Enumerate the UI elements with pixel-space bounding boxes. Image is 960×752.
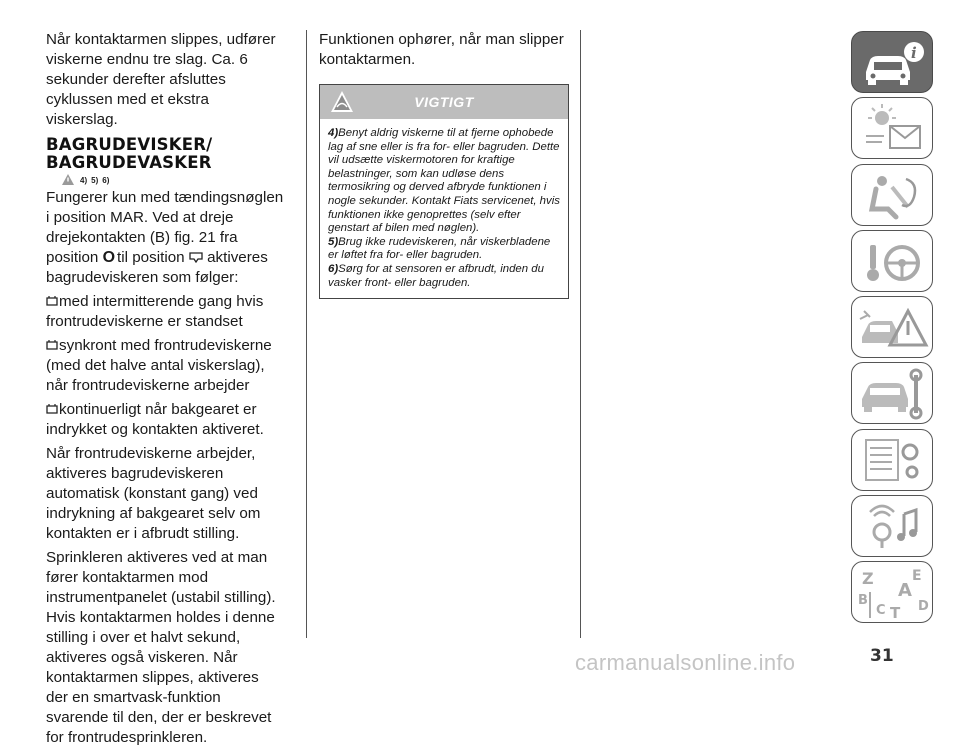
ref-4[interactable]: 4) [80,176,88,185]
column-divider [580,30,581,638]
function-stop-paragraph: Funktionen ophører, når man slipper kontaktarmen. [319,31,564,68]
tab-index[interactable] [851,561,933,623]
note-text: Sørg for at sensoren er afbrudt, inden du vasker front- eller bagruden. [328,262,544,289]
key-steering-wheel-icon [852,231,934,293]
index-letter-z: Z [862,569,874,589]
index-letter-d: D [918,599,929,615]
warning-triangle-icon [62,174,74,185]
section-heading [46,136,284,172]
rear-wiper-symbol-icon [189,251,203,263]
index-letter-b: B [858,593,868,609]
watermark: carmanualsonline.info [575,650,796,675]
tab-in-emergency[interactable] [851,296,933,358]
rear-window-bullet-icon [46,295,58,307]
warning-box [319,84,569,299]
operation-text-b: til position [117,249,185,266]
index-letter-t: T [890,604,901,623]
middle-column [319,30,569,299]
note-text: Benyt aldrig viskerne til at fjerne ophobede lag af sne eller is fra for- eller bagruden. Dette vil udsætte viskermotoren for kraftige belastninger, som kan udløse dens termosikring og derved afbryde funktionen i nogle sekunder. Kontakt Fiats servicenet, hvis funktionen ikke genoprettes (selv efter genstart af bilen med nøglen). [328,127,560,235]
operation-text-c: aktiveres bagrudeviskeren som følger: [46,249,268,286]
index-letter-c: C [876,603,886,619]
tab-multimedia[interactable] [851,495,933,557]
intro-paragraph: Når kontaktarmen slippes, udfører viskerne endnu tre slag. Ca. 6 sekunder derefter afsluttes cyklussen med et ekstra viskerslag. [46,31,276,128]
tab-technical-data[interactable] [851,429,933,491]
tab-safety[interactable] [851,164,933,226]
tab-maintenance[interactable] [851,362,933,424]
heading-line-2: BAGRUDEVASKER [46,153,212,172]
warning-note-4 [328,127,560,236]
chapter-tabs [851,31,935,628]
warning-header [320,85,568,119]
note-number: 6) [328,262,339,275]
list-item [46,336,284,396]
svg-text:i: i [911,44,917,62]
reverse-gear-paragraph: Når frontrudeviskerne arbejder, aktiveres bagrudeviskeren automatisk (konstant gang) ved indrykning af bakgearet selv om kontakten er i afbrudt stilling. [46,445,261,542]
ref-6: 6) [102,176,110,185]
list-item-text: kontinuerligt når bakgearet er indrykket og kontakten aktiveret. [46,401,264,438]
index-letter-e: E [912,568,922,585]
operation-paragraph [46,188,284,288]
left-column [46,30,284,752]
sprinkler-paragraph: Sprinkleren aktiveres ved at man fører kontaktarmen mod instrumentpanelet (ustabil stilling). Hvis kontaktarmen holdes i denne stilling i over et halvt sekund, aktiveres også viskeren. Når kontaktarmen slippes, aktiveres der en smartvask-funktion svarende til den, der er beskrevet for frontrudesprinkleren. [46,549,276,746]
list-item-text: synkront med frontrudeviskerne (med det halve antal viskerslag), når frontrudeviskerne arbejder [46,337,272,394]
list-item [46,400,284,440]
page-number: 31 [870,646,894,666]
tab-starting-driving[interactable] [851,230,933,292]
media-location-icon [852,496,934,558]
tab-dashboard-lights[interactable] [851,97,933,159]
operation-text-a: Fungerer kun med tændingsnøglen i position MAR. Ved at dreje drejekontakten (B) fig. 21 fra position [46,189,284,266]
car-accident-warning-icon [852,297,934,359]
rear-window-bullet-icon [46,339,58,351]
warning-note-6 [328,263,560,290]
airbag-seat-icon [852,165,934,227]
ref-5[interactable]: 5) [91,176,99,185]
note-number: 5) [328,235,339,248]
warning-note-5 [328,236,560,263]
warning-body [320,119,568,298]
warning-references [62,174,284,185]
car-info-icon [852,32,934,94]
note-number: 4) [328,127,339,139]
index-letter-a: A [898,580,912,602]
column-divider [306,30,307,638]
tab-knowing-your-car[interactable] [851,31,933,93]
car-wrench-icon [852,363,934,425]
off-position-symbol: O [102,249,116,266]
heading-line-1: BAGRUDEVISKER/ [46,135,213,154]
checklist-gear-icon [852,430,934,492]
note-text: Brug ikke rudeviskeren, når viskerbladene er løftet fra for- eller bagruden. [328,235,551,262]
alphabetical-index-icon [852,562,934,624]
warning-title: VIGTIGT [414,94,474,110]
list-item [46,292,284,332]
dashboard-lights-icon [852,98,934,160]
list-item-text: med intermitterende gang hvis frontrudeviskerne er standset [46,293,264,330]
rear-window-bullet-icon [46,403,58,415]
